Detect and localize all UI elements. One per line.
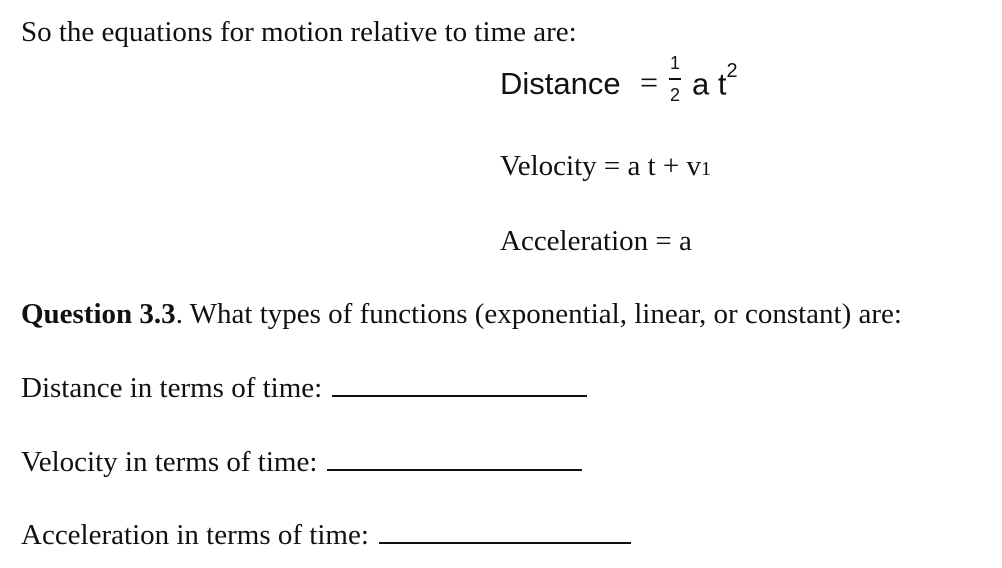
answer-row-acceleration bbox=[21, 521, 631, 550]
distance-rhs-base: a t bbox=[692, 66, 727, 102]
fraction-numerator: 1 bbox=[669, 53, 680, 73]
acceleration-equation: Acceleration = a bbox=[500, 225, 692, 257]
velocity-equation bbox=[500, 152, 711, 181]
answer-blank-acceleration[interactable] bbox=[379, 541, 631, 544]
fraction-one-half bbox=[667, 52, 683, 106]
answer-blank-distance[interactable] bbox=[332, 394, 587, 397]
velocity-text: Velocity = a t + v bbox=[500, 150, 702, 182]
question-label: Question 3.3 bbox=[21, 298, 176, 330]
distance-rhs bbox=[692, 60, 738, 102]
fraction-denominator: 2 bbox=[669, 85, 680, 105]
question-text: . What types of functions (exponential, linear, or constant) are: bbox=[175, 298, 902, 330]
answer-label-acceleration: Acceleration in terms of time: bbox=[21, 519, 369, 551]
question-prompt bbox=[21, 300, 902, 329]
distance-exponent: 2 bbox=[726, 60, 738, 82]
answer-row-distance bbox=[21, 374, 587, 403]
answer-row-velocity bbox=[21, 448, 582, 477]
distance-label: Distance bbox=[500, 66, 621, 101]
intro-text: So the equations for motion relative to time are: bbox=[21, 16, 577, 48]
answer-blank-velocity[interactable] bbox=[327, 468, 582, 471]
velocity-subscript: 1 bbox=[701, 158, 712, 180]
answer-label-distance: Distance in terms of time: bbox=[21, 372, 323, 404]
answer-label-velocity: Velocity in terms of time: bbox=[21, 446, 318, 478]
equals-sign: = bbox=[640, 64, 659, 100]
fraction-bar bbox=[669, 78, 681, 80]
